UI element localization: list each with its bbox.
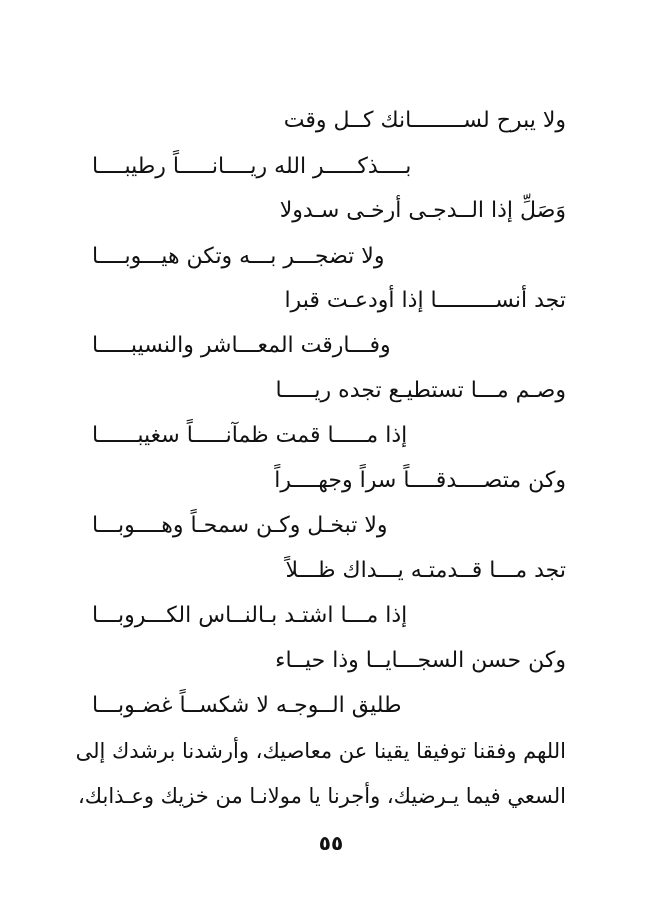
prose-line-2: السعي فيما يـرضيك، وأجرنا يا مولانـا من خزيك وعـذابك، — [78, 784, 566, 808]
verse-line-10: ولا تبخـل وكـن سمحـاً وهــــوبـــا — [92, 513, 388, 538]
verse-line-14: طليق الــوجـه لا شكســاً غضـوبـــا — [92, 693, 402, 718]
verse-line-4: ولا تضجـــر بـــه وتكن هيـــوبــــا — [92, 244, 385, 269]
page-number: ٥٥ — [318, 831, 344, 855]
verse-line-2: بــــذكـــــر الله ريــــانـــــاً رطيبــــا — [92, 154, 412, 179]
verse-line-5: تجد أنســـــــــا إذا أودعـت قبرا — [284, 288, 566, 313]
prose-line-1: اللهم وفقنا توفيقا يقينا عن معاصيك، وأرشدنا برشدك إلى — [75, 739, 566, 763]
verse-line-7: وصـم مـــا تستطيـع تجده ريـــــا — [275, 378, 566, 403]
verse-line-12: إذا مـــا اشتـد بـالنــاس الكـــروبـــا — [92, 603, 408, 628]
verse-line-8: إذا مـــــا قمت ظمآنـــــاً سغيبــــــا — [92, 423, 408, 448]
verse-line-1: ولا يبرح لســــــــانك كــل وقت — [283, 108, 566, 133]
verse-line-11: تجد مـــا قــدمتـه يـــداك ظـــلاً — [285, 558, 566, 583]
verse-line-6: وفـــارقت المعـــاشر والنسيبـــــا — [92, 333, 391, 358]
verse-line-13: وكن حسن السجـــايــا وذا حيــاء — [275, 648, 566, 673]
verse-line-9: وكن متصــــدقــــاً سراً وجهــــراً — [274, 468, 566, 493]
verse-line-3: وَصَلِّ إذا الــدجـى أرخـى سـدولا — [279, 198, 566, 223]
